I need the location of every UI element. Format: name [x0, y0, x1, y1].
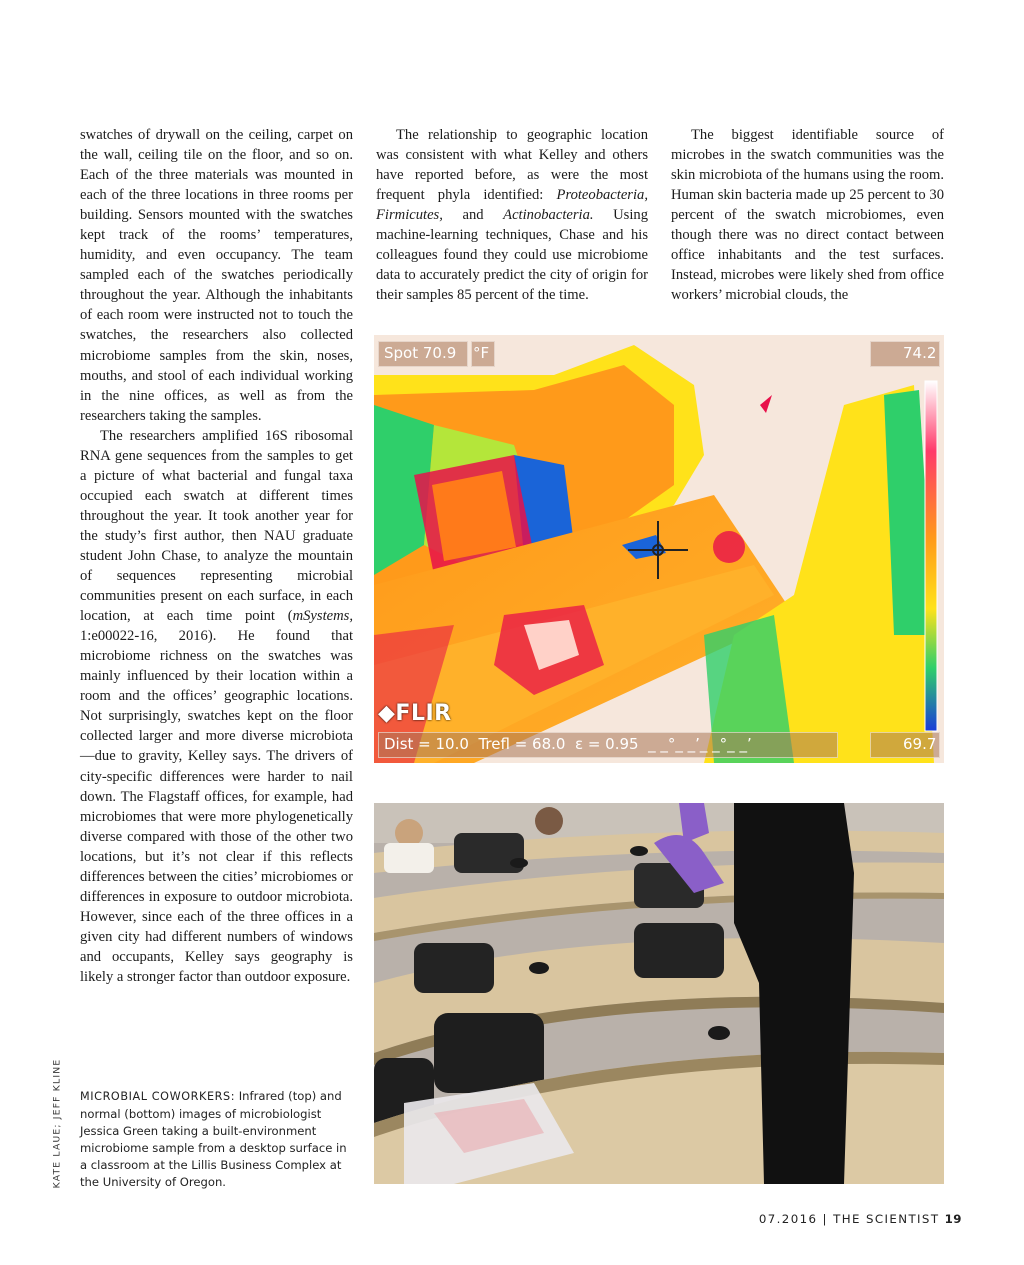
- desk-knob-3: [529, 962, 549, 974]
- page-footer: [759, 1212, 962, 1226]
- flir-diamond-icon: ◆: [378, 701, 396, 726]
- col2-text-a: The relationship to geographic location was consistent with what Kelley and others have reported before, as were the most frequent phyla identified:: [376, 127, 648, 204]
- chair-back-4: [634, 923, 724, 978]
- desk-knob-2: [630, 846, 648, 856]
- article-column-3: [671, 125, 944, 305]
- classroom-scene: [374, 803, 944, 1184]
- col3-paragraph-1: The biggest identifiable source of microbes in the swatch communities was the skin microbiota of the humans using the room. Human skin bacteria made up 25 percent to 30 percent of the swatch microbiomes, even though there was no direct contact between office inhabitants and the test surfaces. Instead, microbes were likely shed from office workers’ microbial clouds, the: [671, 127, 944, 304]
- col2-paragraph-1: [376, 125, 648, 305]
- col2-and: and: [442, 207, 504, 224]
- ir-hot-spot: [713, 531, 745, 563]
- person-background-1-body: [384, 843, 434, 873]
- infrared-photo: [374, 335, 944, 763]
- scale-min-label: 69.7: [903, 735, 937, 753]
- chair-back-3: [414, 943, 494, 993]
- page-number: 19: [944, 1212, 962, 1226]
- caption-heading: MICROBIAL COWORKERS:: [80, 1090, 236, 1103]
- col1-paragraph-2: [80, 426, 353, 987]
- flir-logo: [378, 701, 452, 726]
- col1-p2-text-b: 1:e00022-16, 2016). He found that microbiome richness on the swatches was mainly influenced by their location within a room and the offices’ geographic locations. Not surprisingly, swatches kept on the floor collected larger and more diverse microbiota—due to gravity, Kelley says. The drivers of city-specific differences were harder to nail down. The Flagstaff offices, for example, had microbiomes that were more phylogenetically diverse compared with those of the other two locations, but it’s not clear if this reflects differences between the cities’ microbiomes or differences in exposure to outdoor microbiota. However, since each of the three offices in a given city had different numbers of windows and occupants, Kelley says geography is likely a stronger factor than outdoor exposure.: [80, 628, 353, 985]
- chair-back-1: [454, 833, 524, 873]
- classroom-photo: [374, 803, 944, 1184]
- flir-brand: FLIR: [395, 701, 452, 726]
- unit-label: °F: [473, 344, 490, 362]
- infrared-scene: [374, 335, 944, 763]
- article-column-1: [80, 125, 353, 987]
- col1-paragraph-1: swatches of drywall on the ceiling, carpet on the wall, ceiling tile on the floor, and so on. Each of the three materials was mounted in each of the three locations in three rooms per building. Sensors mounted with the swatches kept track of the rooms’ temperatures, humidity, and even occupancy. The team sampled each of the swatches periodically throughout the year. Although the inhabitants of each room were instructed not to touch the swatches, the researchers also collected microbiome samples from the skin, noses, mouths, and stool of each individual working in the nine offices, as well as from the researchers taking the samples.: [80, 127, 353, 424]
- col1-p2-text-a: The researchers amplified 16S ribosomal RNA gene sequences from the samples to get a picture of what bacterial and fungal taxa occupied each swatch at different times throughout the year. It took another year for the study’s first author, then NAU graduate student John Chase, to analyze the mountain of sequences representing microbial communities present on each surface, in each location, at each time point (: [80, 427, 353, 625]
- photo-credit-wrapper: [50, 1060, 64, 1190]
- status-line: Dist = 10.0 Trefl = 68.0 ε = 0.95 _ _°_ _’_ _°_ _’: [384, 735, 752, 753]
- col2-text-b: Using machine-learning techniques, Chase and his colleagues found they could use microbiome data to accurately predict the city of origin for their samples 85 percent of the time.: [376, 207, 649, 304]
- scale-max-label: 74.2: [903, 344, 937, 362]
- ir-chair-inner: [432, 471, 516, 561]
- article-column-2: [376, 125, 648, 305]
- caption-text: Infrared (top) and normal (bottom) images of microbiologist Jessica Green taking a built-environment microbiome sample from a desktop surface in a classroom at the Lillis Business Complex at the University of Oregon.: [80, 1089, 347, 1189]
- phylum-proteobacteria: Proteobacteria,: [556, 187, 648, 204]
- desk-knob-4: [708, 1026, 730, 1040]
- chair-front-1: [434, 1013, 544, 1093]
- person-background-1: [395, 819, 423, 847]
- phylum-firmicutes: Firmicutes,: [376, 207, 443, 224]
- desk-knob-1: [510, 858, 528, 868]
- citation-journal: mSystems,: [292, 608, 353, 625]
- footer-date-magazine: 07.2016 | THE SCIENTIST: [758, 1212, 945, 1226]
- phylum-actinobacteria: Actinobacteria.: [503, 207, 594, 224]
- figure-caption: [80, 1088, 355, 1190]
- person-background-2: [535, 807, 563, 835]
- spot-readout: Spot 70.9: [384, 344, 457, 362]
- temperature-scale-bar: [925, 381, 937, 731]
- photo-credit: KATE LAUE; JEFF KLINE: [51, 1058, 63, 1189]
